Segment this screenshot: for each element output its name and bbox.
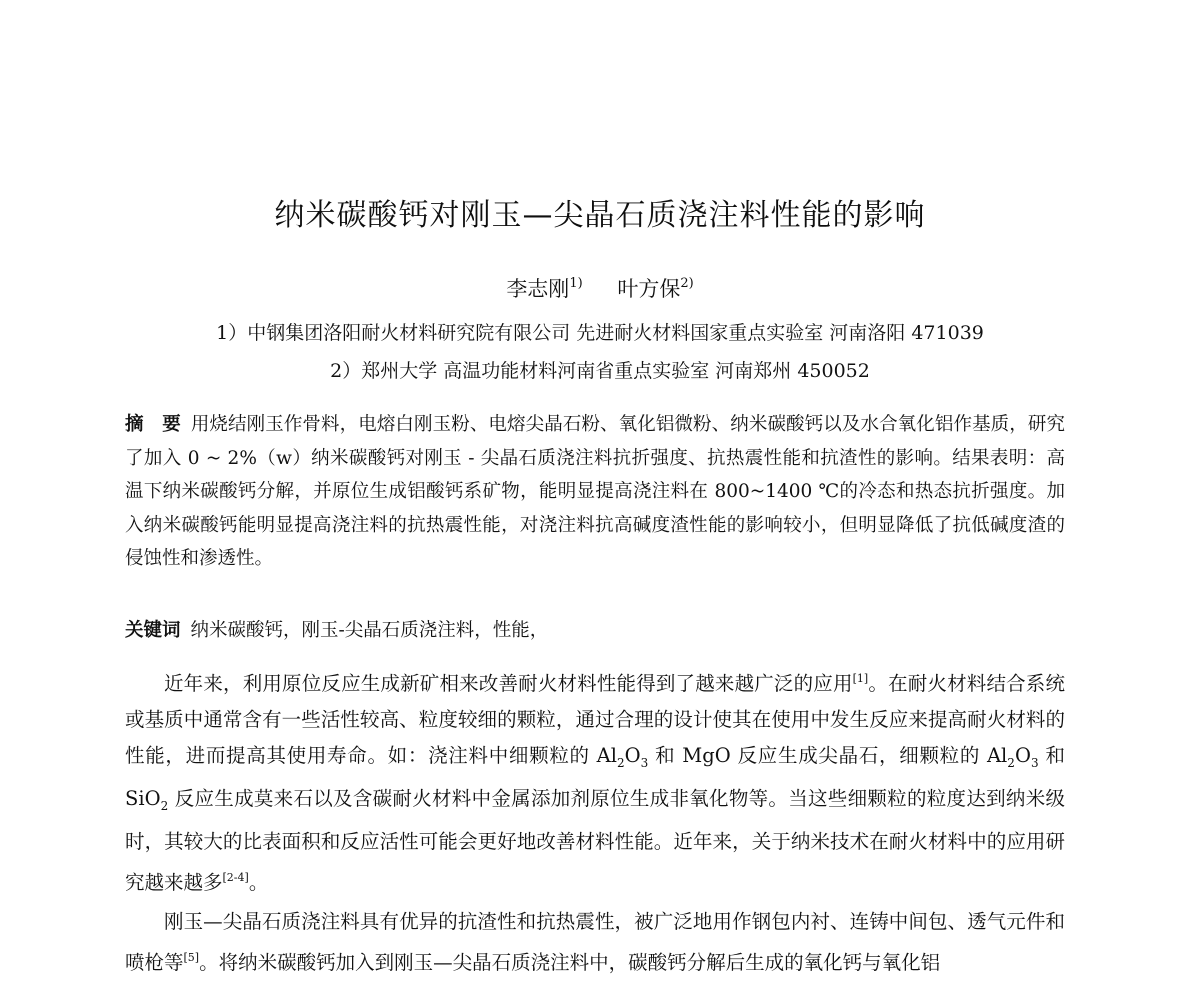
body-paragraph-2: 刚玉—尖晶石质浇注料具有优异的抗渣性和抗热震性，被广泛地用作钢包内衬、连铸中间包、透气元件和喷枪等[5]。将纳米碳酸钙加入到刚玉—尖晶石质浇注料中，碳酸钙分解后生成的氧化钙与氧化铝: [125, 909, 1065, 974]
author-line: [0, 273, 1200, 303]
keywords-label: 关键词: [125, 620, 181, 641]
citation: [5]: [183, 950, 200, 964]
keywords-text: 纳米碳酸钙，刚玉-尖晶石质浇注料，性能，: [190, 620, 549, 641]
body-paragraph-1: 近年来，利用原位反应生成新矿相来改善耐火材料性能得到了越来越广泛的应用[1]。在耐火材料结合系统或基质中通常含有一些活性较高、粒度较细的颗粒，通过合理的设计使其在使用中发生反应来提高耐火材料的性能，进而提高其使用寿命。如：浇注料中细颗粒的 $Al_2O_3$ 和 MgO 反应生成尖晶石，细颗粒的 $Al_2O_3$ 和 SiO$_2$ 反应生成莫来石以及含碳耐火材料中金属添加剂原位生成非氧化物等。当这些细颗粒的粒度达到纳米级时，其较大的比表面积和反应活性可能会更好地改善材料性能。近年来，关于纳米技术在耐火材料中的应用研究越来越多[2-4]。: [125, 672, 1065, 894]
author-name: 叶方保: [617, 277, 681, 301]
abstract: [125, 408, 1065, 576]
author-name: 李志刚: [506, 277, 570, 301]
author-affil-mark: 1): [569, 276, 583, 291]
keywords: [125, 614, 1065, 647]
body-text: [125, 661, 1065, 984]
citation: [1]: [852, 672, 869, 685]
affiliation-1: 1）中钢集团洛阳耐火材料研究院有限公司 先进耐火材料国家重点实验室 河南洛阳 471039: [216, 322, 984, 344]
author-affil-mark: 2): [680, 276, 694, 291]
affiliation-2: 2）郑州大学 高温功能材料河南省重点实验室 河南郑州 450052: [330, 360, 870, 382]
author-1: [506, 277, 582, 301]
citation: [2-4]: [222, 870, 249, 884]
paper-title: 纳米碳酸钙对刚玉—尖晶石质浇注料性能的影响: [274, 198, 926, 233]
abstract-text: 用烧结刚玉作骨料，电熔白刚玉粉、电熔尖晶石粉、氧化铝微粉、纳米碳酸钙以及水合氧化铝作基质，研究了加入 0 ~ 2%（w）纳米碳酸钙对刚玉 - 尖晶石质浇注料抗折强度、抗热震性能和抗渣性的影响。结果表明：高温下纳米碳酸钙分解，并原位生成铝酸钙系矿物，能明显提高浇注料在 800~1400 ℃的冷态和热态抗折强度。加入纳米碳酸钙能明显提高浇注料的抗热震性能，对浇注料抗高碱度渣性能的影响较小，但明显降低了抗低碱度渣的侵蚀性和渗透性。: [125, 414, 1065, 569]
abstract-label: 摘 要: [125, 414, 181, 435]
author-2: [617, 277, 693, 301]
